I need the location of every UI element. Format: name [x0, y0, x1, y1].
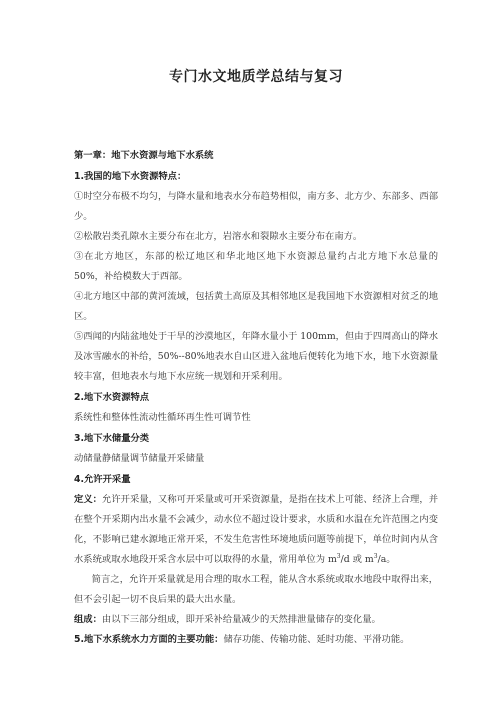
unit-end: /a。: [377, 554, 396, 565]
unit-superscript: 3: [336, 552, 341, 560]
section-1-heading: 1.我国的地下水资源特点：: [74, 171, 187, 182]
section-5-text: 储存功能、传输功能、延时功能、平滑功能。: [223, 634, 410, 645]
section-1-item-3: ③在北方地区，东部的松辽地区和华北地区地下水资源总量约占北方地下水总量的 50%，补给模数大于西部。: [74, 251, 438, 282]
section-1-item-1: ①时空分布极不均匀，与降水量和地表水分布趋势相似，南方多、北方少、东部多、西部少。: [74, 191, 438, 222]
section-1-item-5: ⑤西闻的内陆盆地处于干旱的沙漠地区，年降水量小于 100mm，但由于四周高山的降水及冰雪融水的补给，50%--80%地表水自山区进入盆地后便转化为地下水，地下水资源量较丰富，但地表水与地下水应统一规划和开采利用。: [74, 331, 438, 382]
section-2-heading: 2.地下水资源特点: [74, 392, 150, 403]
definition-paragraph: [74, 490, 438, 570]
unit-middle: /d 或 m: [340, 554, 374, 565]
composition-label: 组成：: [74, 614, 102, 625]
section-3-heading: 3.地下水储量分类: [74, 433, 150, 444]
document-title: 专门水文地质学总结与复习: [169, 69, 343, 85]
simple-explanation: 简言之，允许开采量就是用合理的取水工程，能从含水系统或取水地段中取得出来，但不会引起一切不良后果的最大出水量。: [74, 574, 438, 605]
section-5-paragraph: [74, 630, 438, 650]
chapter-heading: 第一章：地下水资源与地下水系统: [74, 150, 214, 161]
composition-paragraph: [74, 610, 438, 630]
section-4-heading: 4.允许开采量: [74, 474, 131, 485]
section-2-text: 系统性和整体性流动性循环再生性可调节性: [74, 412, 251, 423]
section-5-heading: 5.地下水系统水力方面的主要功能：: [74, 634, 224, 645]
section-1-item-4: ④北方地区中部的黄河流域，包括黄土高原及其相邻地区是我国地下水资源相对贫乏的地区。: [74, 291, 438, 322]
section-3-text: 动储量静储量调节储量开采储量: [74, 453, 205, 464]
definition-text: 允许开采量，又称可开采量或可开采资源量，是指在技术上可能、经济上合理，并在整个开采期内出水量不会减少，动水位不超过设计要求，水质和水温在允许范围之内变化，不影响已建水源地正常开采，不发生危害性环境地质问题等前提下，单位时间内从含水系统或取水地段开采含水层中可以取得的水量，常用单位为 m: [74, 494, 438, 565]
definition-label: 定义：: [74, 494, 103, 505]
section-1-item-2: ②松散岩类孔隙水主要分布在北方，岩溶水和裂隙水主要分布在南方。: [74, 231, 363, 242]
unit-superscript-2: 3: [373, 552, 378, 560]
composition-text: 由以下三部分组成，即开采补给量减少的天然排泄量储存的变化量。: [101, 614, 381, 625]
